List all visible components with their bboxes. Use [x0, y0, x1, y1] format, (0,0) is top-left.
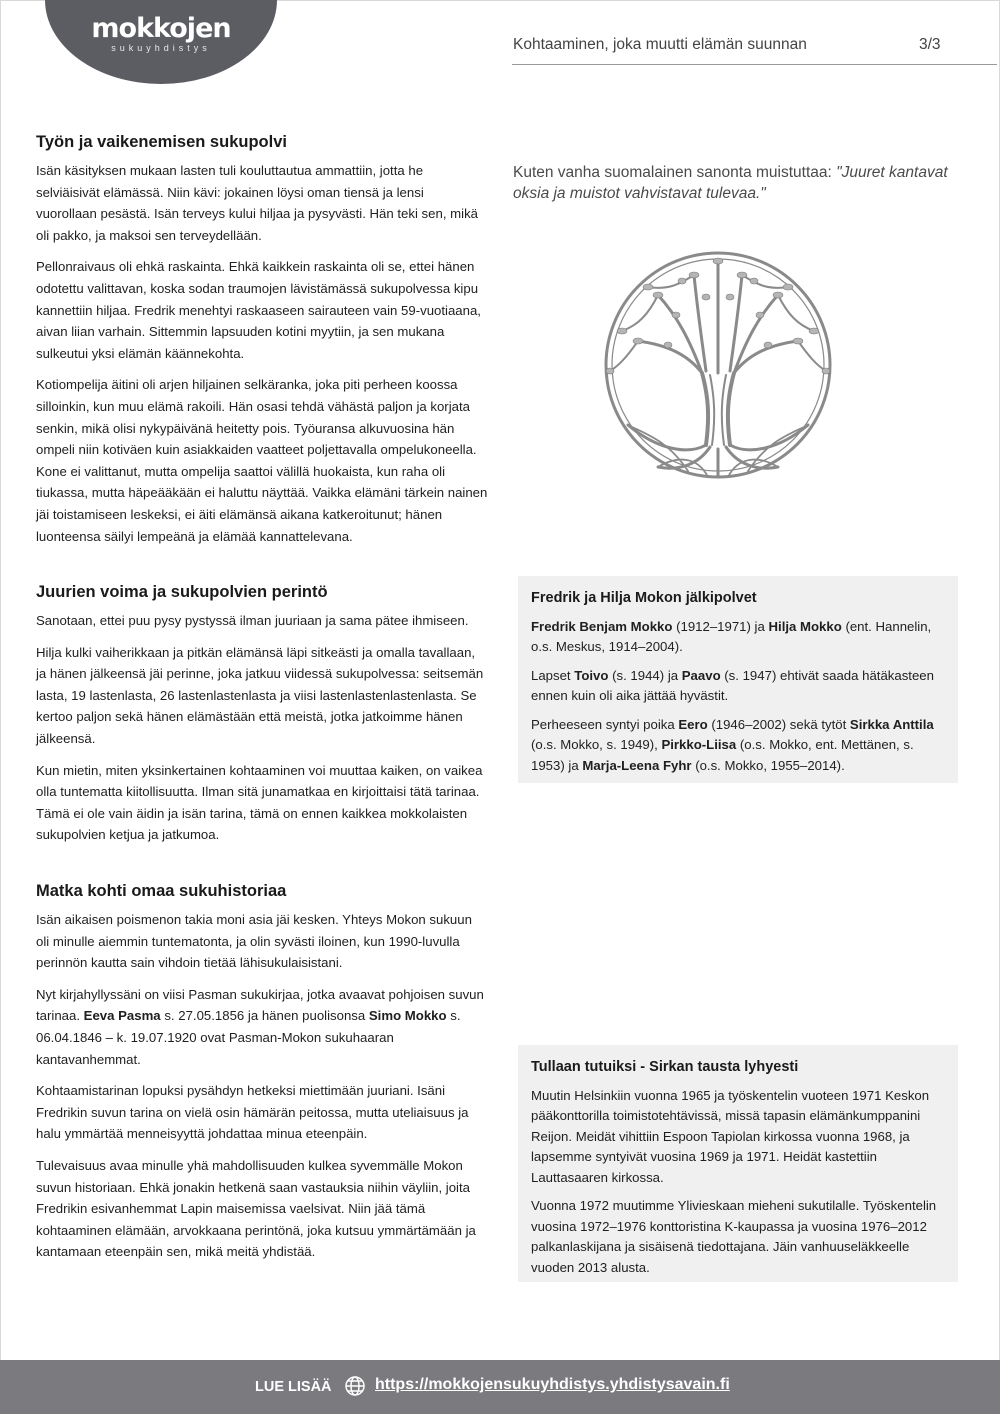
section-heading: Matka kohti omaa sukuhistoriaa — [36, 882, 287, 900]
name-paavo: Paavo — [681, 667, 721, 683]
paragraph: Isän käsityksen mukaan lasten tuli kouluttautua ammattiin, jotta he selviäisivät elämässä. Niin kävi: jokainen löysi oman tiensä ja lensi vuorollaan pesästä. Isän terveys kului hiljaa ja pysyvästi. Hän teki sen, mikä oli pakko, ja maksoi sen terveydellään. — [36, 163, 478, 243]
text-run: (ent. Hannelin, o.s. Meskus, 1914–2004). — [531, 618, 932, 654]
website-link[interactable]: https://mokkojensukuyhdistys.yhdistysavain.fi — [375, 1376, 730, 1393]
logo-wordmark: mokkojen — [91, 13, 231, 44]
section-heading: Juurien voima ja sukupolvien perintö — [36, 583, 328, 601]
box-heading: Tullaan tutuiksi - Sirkan tausta lyhyesti — [531, 1059, 799, 1075]
page-number: 3/3 — [919, 36, 941, 53]
logo-subtitle: sukuyhdistys — [111, 43, 211, 53]
paragraph — [36, 984, 488, 1070]
globe-icon — [344, 1375, 366, 1397]
read-more-label: LUE LISÄÄ — [255, 1379, 332, 1395]
paragraph: Sanotaan, ettei puu pysy pystyssä ilman juuriaan ja sama pätee ihmiseen. — [36, 613, 469, 628]
paragraph: Kohtaamistarinan lopuksi pysähdyn hetkeksi miettimään juuriani. Isäni Fredrikin suvun tarina on vielä osin hämärän peitossa, mutta uteliaisuus ja halu ymmärtää menneisyyttä johdattaa minua eteenpäin. — [36, 1083, 469, 1142]
tree-of-life-image — [598, 245, 838, 485]
quote-intro: Kuten vanha suomalainen sanonta muistuttaa: — [513, 164, 837, 181]
section-heading: Työn ja vaikenemisen sukupolvi — [36, 133, 287, 151]
name-fredrik: Fredrik Benjam Mokko — [531, 618, 673, 634]
text-run: (o.s. Mokko, ent. Mettänen, s. 1953) ja — [531, 737, 914, 773]
box-heading: Fredrik ja Hilja Mokon jälkipolvet — [531, 590, 757, 606]
quote-saying: "Juuret kantavat oksia ja muistot vahvistavat tulevaa." — [513, 164, 948, 202]
name-toivo: Toivo — [574, 667, 609, 683]
text-run: Lapset — [531, 667, 575, 683]
name-eero: Eero — [678, 716, 708, 732]
name-simo-mokko: Simo Mokko — [368, 1008, 447, 1024]
section-roots — [36, 581, 488, 856]
paragraph: Muutin Helsinkiin vuonna 1965 ja työskentelin vuoteen 1971 Keskon pääkonttorilla toimistotehtävissä, missä tapasin elämänkumppanini Reijon. Meidät vihittiin Espoon Tapiolan kirkossa vuonna 1968, ja lapsemme syntyivät vuosina 1969 ja 1971. Heidät kastettiin Lauttasaaren kirkossa. — [531, 1087, 930, 1185]
header-title: Kohtaaminen, joka muutti elämän suunnan — [513, 36, 807, 53]
section-work-generation — [36, 131, 488, 557]
paragraph — [531, 666, 946, 707]
sirkka-background-box — [518, 1045, 958, 1282]
paragraph: Isän aikaisen poismenon takia moni asia jäi kesken. Yhteys Mokon sukuun oli minulle aiemmin tuntematonta, ja olin syvästi iloinen, kun 1990-luvulla perinnön kautta sain vihdoin tietää lähisukulaisistani. — [36, 912, 472, 971]
text-run: s. 27.05.1856 ja hänen puolisonsa — [160, 1008, 369, 1024]
header-divider — [512, 64, 997, 65]
text-run: Nyt kirjahyllyssäni on viisi Pasman sukukirjaa, jotka avaavat pohjoisen suvun tarinaa. — [36, 986, 484, 1024]
text-run: (s. 1947) ehtivät saada hätäkasteen ennen kuin oli aika jättää hyvästit. — [531, 667, 934, 703]
descendants-box — [518, 576, 958, 783]
paragraph: Kun mietin, miten yksinkertainen kohtaaminen voi muuttaa kaiken, on vaikea olla tuntematta kiitollisuutta. Ilman sitä junamatkaa en kirjoittaisi tätä tarinaa. Tämä ei ole vain äidin ja isän tarina, tämä on ennen kaikkea mokkolaisten sukupolvien ketjua ja jatkumoa. — [36, 762, 483, 843]
name-eeva-pasma: Eeva Pasma — [83, 1008, 161, 1024]
name-marja-leena: Marja-Leena Fyhr — [582, 757, 692, 773]
text-run: (s. 1944) ja — [608, 667, 682, 683]
paragraph: Tulevaisuus avaa minulle yhä mahdollisuuden kulkea syvemmälle Mokon suvun historiaan. Ehkä jonakin hetkenä saan vastauksia niihin väyliin, joita Fredrikin esivanhemmat Lapin maisemissa vaelsivat. Niin jää tämä kohtaaminen elämään, arvokkaana perintönä, joka kutsuu ymmärtämään ja kantamaan eteenpäin sen, mikä meitä yhdistää. — [36, 1157, 476, 1260]
name-hilja: Hilja Mokko — [768, 618, 842, 634]
paragraph: Vuonna 1972 muutimme Ylivieskaan mieheni sukutilalle. Työskentelin vuosina 1972–1976 konttoristina K-kaupassa ja vuosina 1976–2012 palkanlaskijana ja sisäisenä tiedottajana. Jäin vanhuuseläkkeelle vuoden 2013 alusta. — [531, 1198, 937, 1275]
text-run: Perheeseen syntyi poika — [531, 716, 679, 732]
text-run: (o.s. Mokko, 1955–2014). — [691, 757, 845, 773]
paragraph — [531, 715, 946, 777]
paragraph: Hilja kulki vaiherikkaan ja pitkän elämänsä läpi sitkeästi ja omalla tavallaan, ja hänen jälkeensä jäi perinne, joka jatkuu viidessä sukupolvessa: seitsemän lasta, 19 lastenlasta, 26 lastenlastenlasta ja viisi lastenlastenlastenlasta. Se kertoo paljon sekä hänen elämästään että meistä, jotka jatkoimme hänen jälkeensä. — [36, 644, 484, 746]
section-family-history — [36, 880, 488, 1273]
paragraph: Kotiompelija äitini oli arjen hiljainen selkäranka, joka piti perheen koossa silloinkin, kun muu elämä rakoili. Hän osasi tehdä vähästä paljon ja korjata senkin, mikä olisi nykypäivänä heitetty pois. Työuransa alkuvuosina hän ompeli niin kotiväen kuin asiakkaiden vaatteet poljettavalla ompelukoneella. Kone ei valittanut, mutta ompelija saattoi välillä huokaista, kun raha oli tiukassa, mutta häpeääkään ei haluttu näyttää. Vaikka elämäni tärkein nainen jäi toistamiseen leskeksi, ei äiti elämänsä aikana katkeroitunut; hänen luonteensa säilyi lempeänä ja elämää kannattelevana. — [36, 377, 488, 544]
text-run: s. 06.04.1846 – k. 19.07.1920 ovat Pasman-Mokon sukuhaaran kantavanhemmat. — [36, 1008, 461, 1067]
text-run: (1946–2002) sekä tytöt — [707, 716, 850, 732]
paragraph: Pellonraivaus oli ehkä raskainta. Ehkä kaikkein raskainta oli se, ettei hänen odotettu valittavan, koska sodan traumojen lävistämässä sukupolvessa kipu kannettiin hiljaa. Fredrik menehtyi raskaaseen sairauteen vain 59-vuotiaana, aivan liian varhain. Sittemmin lapsuuden kotini myytiin, ja sen mukana sulkeutui yksi elämän käännekohta. — [36, 259, 481, 361]
text-run: (o.s. Mokko, s. 1949), — [531, 737, 662, 752]
name-pirkko-liisa: Pirkko-Liisa — [661, 737, 737, 752]
text-run: (1912–1971) ja — [672, 618, 769, 634]
pull-quote — [513, 162, 963, 204]
name-sirkka: Sirkka Anttila — [849, 716, 934, 732]
footer-bar — [0, 1360, 1000, 1414]
paragraph — [531, 617, 946, 658]
